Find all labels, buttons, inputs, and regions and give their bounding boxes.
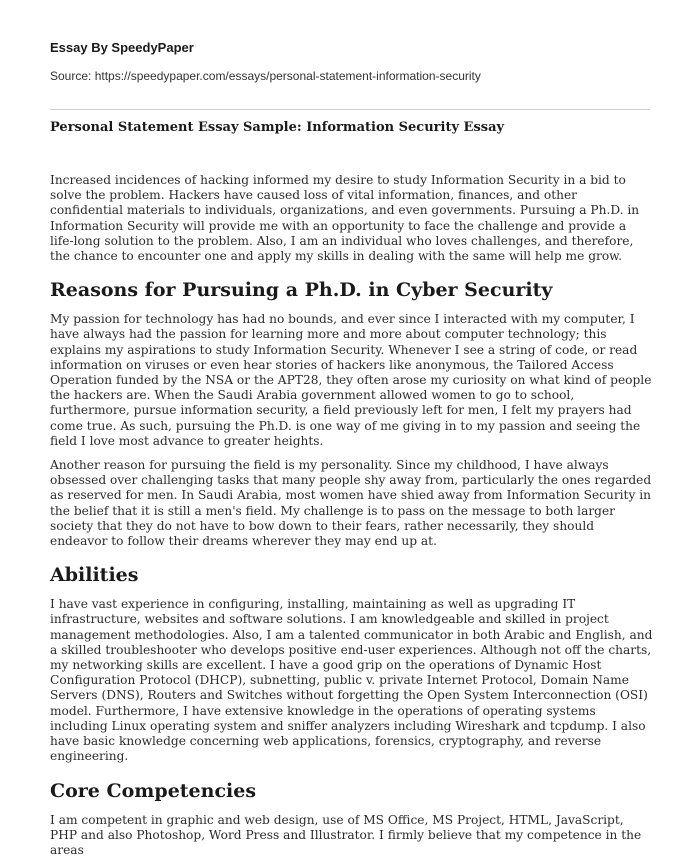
essay-title: Personal Statement Essay Sample: Information Security Essay <box>50 120 505 135</box>
section-heading-abilities: Abilities <box>50 564 139 587</box>
brand-label: Essay By SpeedyPaper <box>50 40 194 55</box>
source-line: Source: https://speedypaper.com/essays/personal-statement-information-security <box>50 69 481 83</box>
intro-paragraph: Increased incidences of hacking informed my desire to study Information Security in a bid to solve the problem. Hackers have caused loss of vital information, finances, and other confidential materials to individuals, organizations, and even governments. Pursuing a Ph.D. in Information Security will provide me with an opportunity to face the challenge and provide a life-long solution to the problem. Also, I am an individual who loves challenges, and therefore, the chance to encounter one and apply my skills in dealing with the same will help me grow. <box>50 173 640 264</box>
document-header <box>50 40 650 83</box>
paragraph: I have vast experience in configuring, installing, maintaining as well as upgrading IT infrastructure, websites and software solutions. I am knowledgeable and skilled in project management methodologies. Also, I am a talented communicator in both Arabic and English, and a skilled troubleshooter who develops positive end-user experiences. Although not off the charts, my networking skills are excellent. I have a good grip on the operations of Dynamic Host Configuration Protocol (DHCP), subnetting, public v. private Internet Protocol, Domain Name Servers (DNS), Routers and Switches without forgetting the Open System Interconnection (OSI) model. Furthermore, I have extensive knowledge in the operations of operating systems including Linux operating system and sniffer analyzers including Wireshark and tcpdump. I also have basic knowledge concerning web applications, forensics, cryptography, and reverse engineering. <box>50 597 653 764</box>
paragraph: I am competent in graphic and web design, use of MS Office, MS Project, HTML, JavaScript, PHP and also Photoshop, Word Press and Illustrator. I firmly believe that my competence in the areas <box>50 812 642 857</box>
section-heading-reasons: Reasons for Pursuing a Ph.D. in Cyber Security <box>50 279 553 302</box>
header-divider <box>50 109 650 110</box>
paragraph: My passion for technology has had no bounds, and ever since I interacted with my computer, I have always had the passion for learning more and more about computer technology; this explains my aspirations to study Information Security. Whenever I see a string of code, or read information on viruses or even hear stories of hackers like anonymous, the Tailored Access Operation funded by the NSA or the APT28, they often arose my curiosity on what kind of people the hackers are. When the Saudi Arabia government allowed women to go to school, furthermore, pursue information security, a field previously left for men, I felt my prayers had come true. As such, pursuing the Ph.D. is one way of me giving in to my passion and seeing the field I love most advance to greater heights. <box>50 312 652 448</box>
paragraph: Another reason for pursuing the field is my personality. Since my childhood, I have always obsessed over challenging tasks that many people shy away from, particularly the ones regarded as reserved for men. In Saudi Arabia, most women have shied away from Information Security in the belief that it is still a men's field. My challenge is to pass on the message to both larger society that they do not have to bow down to their fears, rather necessarily, they should endeavor to follow their dreams wherever they may end up at. <box>50 458 652 549</box>
section-heading-core-competencies: Core Competencies <box>50 779 257 802</box>
essay-body <box>50 173 653 867</box>
